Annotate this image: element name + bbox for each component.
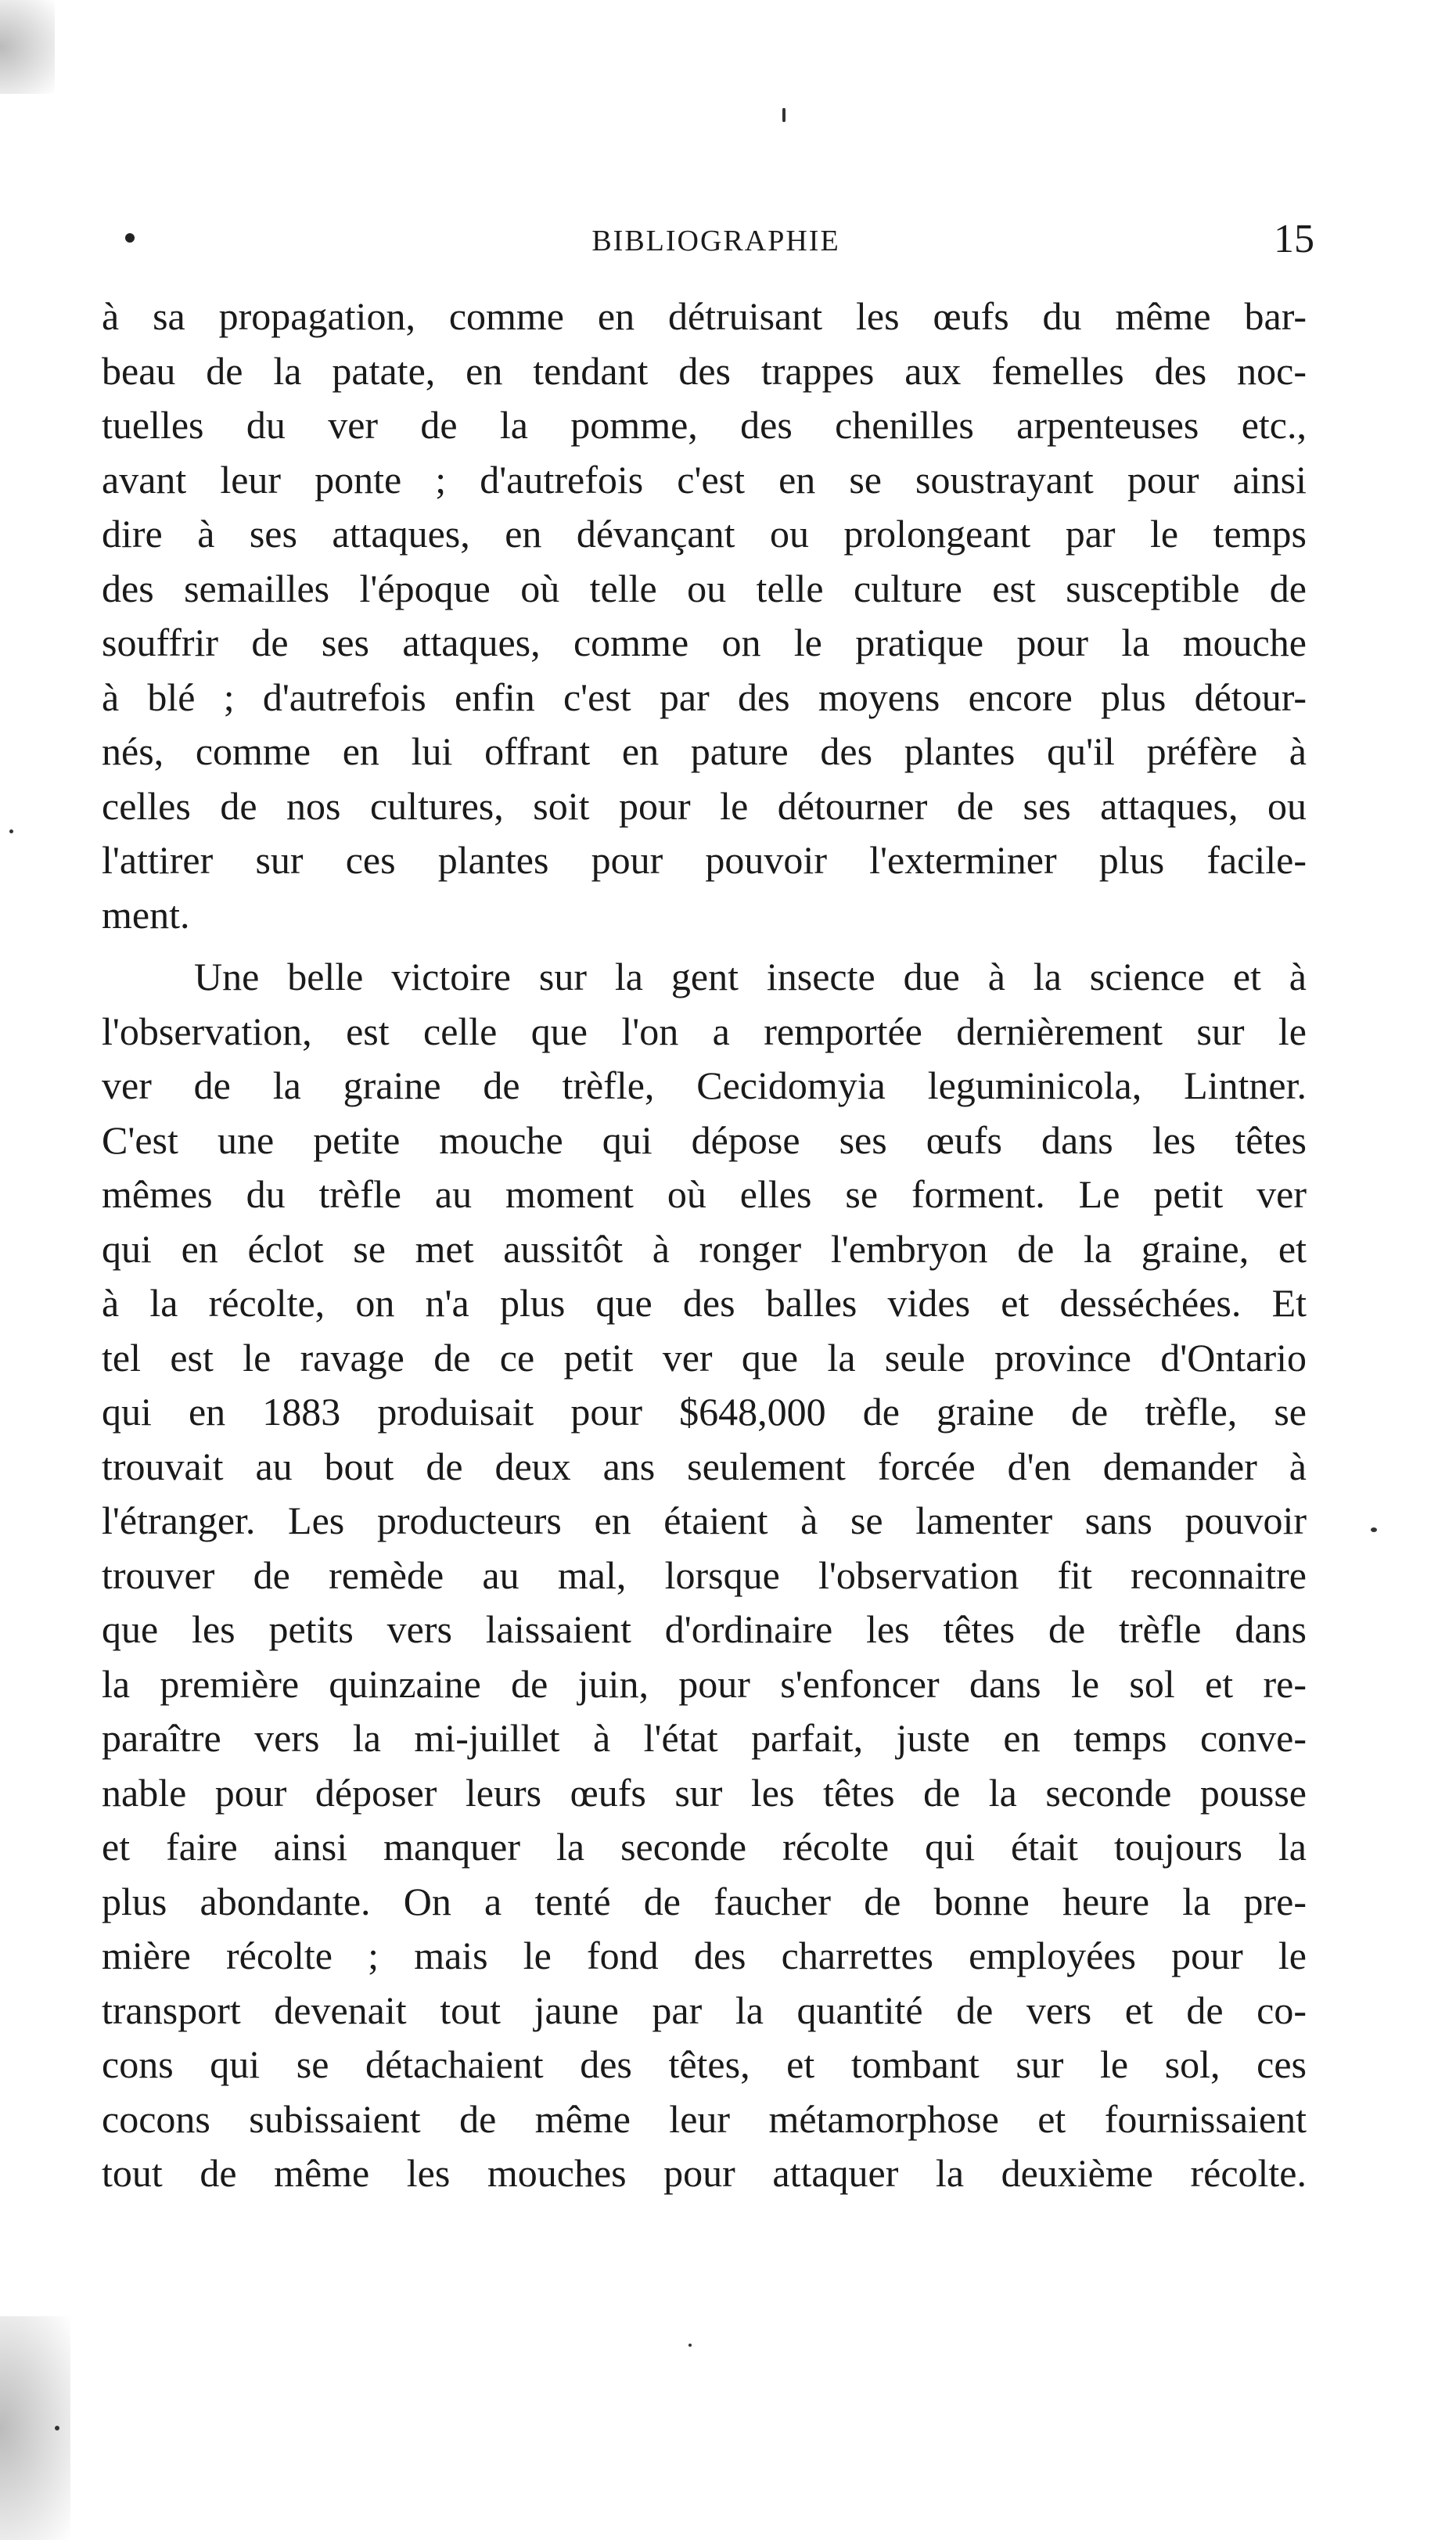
- text-line: cocons subissaient de même leur métamorphose et fournissaient: [102, 2096, 1307, 2141]
- text-line: l'attirer sur ces plantes pour pouvoir l'exterminer plus facile-: [102, 838, 1307, 882]
- scan-speck: [782, 108, 786, 122]
- scan-edge-stain-top: [0, 0, 55, 94]
- text-line: Une belle victoire sur la gent insecte due à la science et à: [194, 955, 1307, 998]
- page-header: [117, 216, 1314, 279]
- text-line: à sa propagation, comme en détruisant les œufs du même bar-: [102, 294, 1307, 338]
- scan-speck: [1371, 1527, 1377, 1532]
- text-line: plus abondante. On a tenté de faucher de bonne heure la pre-: [102, 1879, 1307, 1923]
- text-line: la première quinzaine de juin, pour s'enfoncer dans le sol et re-: [102, 1661, 1307, 1706]
- scan-edge-stain-bottom: [0, 2316, 70, 2540]
- text-line: qui en éclot se met aussitôt à ronger l'embryon de la graine, et: [102, 1226, 1307, 1271]
- text-line: tuelles du ver de la pomme, des chenilles arpenteuses etc.,: [102, 403, 1307, 447]
- text-line: trouvait au bout de deux ans seulement forcée d'en demander à: [102, 1444, 1307, 1488]
- running-head: BIBLIOGRAPHIE: [591, 225, 840, 257]
- text-line: C'est une petite mouche qui dépose ses œufs dans les têtes: [102, 1117, 1307, 1162]
- scan-speck: [55, 2426, 59, 2430]
- text-line: avant leur ponte ; d'autrefois c'est en se soustrayant pour ainsi: [102, 457, 1307, 502]
- page-number: 15: [1274, 217, 1314, 261]
- text-line: qui en 1883 produisait pour $648,000 de graine de trèfle, se: [102, 1390, 1307, 1434]
- paragraph-2: [102, 950, 1307, 2201]
- paragraph-1: [102, 290, 1307, 942]
- text-line: nés, comme en lui offrant en pature des plantes qu'il préfère à: [102, 729, 1307, 773]
- text-line: et faire ainsi manquer la seconde récolte qui était toujours la: [102, 1825, 1307, 1869]
- text-line: beau de la patate, en tendant des trappes aux femelles des noc-: [102, 348, 1307, 393]
- text-line: des semailles l'époque où telle ou telle culture est susceptible de: [102, 566, 1307, 610]
- text-line: tel est le ravage de ce petit ver que la seule province d'Ontario: [102, 1335, 1307, 1380]
- text-line: mière récolte ; mais le fond des charrettes employées pour le: [102, 1934, 1307, 1977]
- text-line: que les petits vers laissaient d'ordinaire les têtes de trèfle dans: [102, 1607, 1307, 1651]
- scan-speck: [688, 2344, 692, 2347]
- scan-speck: [9, 829, 13, 833]
- text-line: à la récolte, on n'a plus que des balles vides et desséchées. Et: [102, 1281, 1307, 1325]
- text-line: cons qui se détachaient des têtes, et tombant sur le sol, ces: [102, 2042, 1307, 2086]
- text-line: à blé ; d'autrefois enfin c'est par des moyens encore plus détour-: [102, 675, 1307, 719]
- body-text: [102, 290, 1307, 2201]
- text-line: trouver de remède au mal, lorsque l'observation fit reconnaitre: [102, 1552, 1307, 1597]
- text-line: mêmes du trèfle au moment où elles se forment. Le petit ver: [102, 1172, 1307, 1216]
- text-line: ver de la graine de trèfle, Cecidomyia leguminicola, Lintner.: [102, 1063, 1307, 1107]
- text-line: ment.: [102, 892, 190, 937]
- text-line: celles de nos cultures, soit pour le détourner de ses attaques, ou: [102, 783, 1307, 828]
- text-line: nable pour déposer leurs œufs sur les têtes de la seconde pousse: [102, 1770, 1307, 1815]
- text-line: l'observation, est celle que l'on a remportée dernièrement sur le: [102, 1009, 1307, 1053]
- text-line: tout de même les mouches pour attaquer la deuxième récolte.: [102, 2151, 1307, 2195]
- text-line: l'étranger. Les producteurs en étaient à se lamenter sans pouvoir: [102, 1498, 1307, 1542]
- text-line: paraître vers la mi-juillet à l'état parfait, juste en temps conve-: [102, 1716, 1307, 1760]
- text-line: souffrir de ses attaques, comme on le pratique pour la mouche: [102, 621, 1307, 664]
- text-line: dire à ses attaques, en dévançant ou prolongeant par le temps: [102, 512, 1307, 556]
- text-line: transport devenait tout jaune par la quantité de vers et de co-: [102, 1988, 1307, 2032]
